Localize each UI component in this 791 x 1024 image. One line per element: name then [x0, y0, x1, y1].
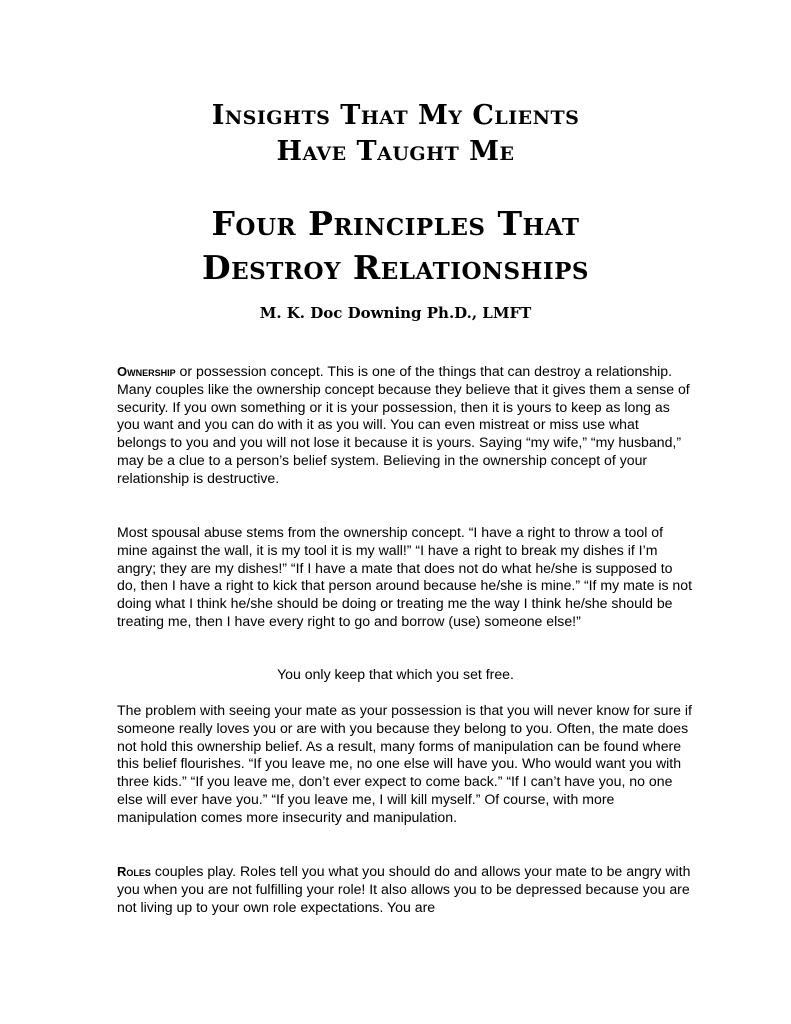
ownership-lead-word: Ownership: [117, 364, 176, 379]
roles-lead-word: Roles: [117, 864, 151, 879]
paragraph-ownership: [117, 363, 692, 488]
subtitle-line-1: Insights That My Clients: [211, 100, 580, 131]
subtitle-line-2: Have Taught Me: [276, 136, 515, 167]
paragraph-roles: [117, 863, 692, 916]
title-line-1: Four Principles That: [211, 204, 580, 243]
title-line-2: Destroy Relationships: [201, 248, 590, 287]
ownership-text: or possession concept. This is one of the things that can destroy a relationship. Many couples like the ownership concept because they believe that it gives them a sense of security. If you own something or it is your possession, then it is yours to keep as long as you want and you can do with it as you will. You can even mistreat or miss use what belongs to you and you will not lose it because it is yours. Saying “my wife,” “my husband,” may be a clue to a person’s belief system. Believing in the ownership concept of your relationship is destructive.: [117, 363, 690, 486]
paragraph-spousal-abuse: Most spousal abuse stems from the ownership concept. “I have a right to throw a tool of mine against the wall, it is my tool it is my wall!” “I have a right to break my dishes if I’m angry; they are my dishes!” “If I have a mate that does not do what he/she is supposed to do, then I have a right to kick that person around because he/she is mine.” “If my mate is not doing what I think he/she should be doing or treating me the way I think he/she should be treating me, then I have every right to go and borrow (use) someone else!”: [117, 524, 693, 629]
roles-text: couples play. Roles tell you what you should do and allows your mate to be angry with you when you are not fulfilling your role! It also allows you to be depressed because you are not living up to your own role expectations. You are: [117, 863, 691, 915]
centered-quote: You only keep that which you set free.: [277, 666, 514, 682]
author-byline: M. K. Doc Downing Ph.D., LMFT: [259, 304, 532, 322]
paragraph-possession-problem: The problem with seeing your mate as your possession is that you will never know for sure if someone really loves you or are with you because they belong to you. Often, the mate does not hold this ownership belief. As a result, many forms of manipulation can be found where this belief flourishes. “If you leave me, no one else will have you. Who would want you with three kids.” “If you leave me, don’t ever expect to come back.” “If I can’t have you, no one else will ever have you.” “If you leave me, I will kill myself.” Of course, with more manipulation comes more insecurity and manipulation.: [117, 702, 692, 825]
